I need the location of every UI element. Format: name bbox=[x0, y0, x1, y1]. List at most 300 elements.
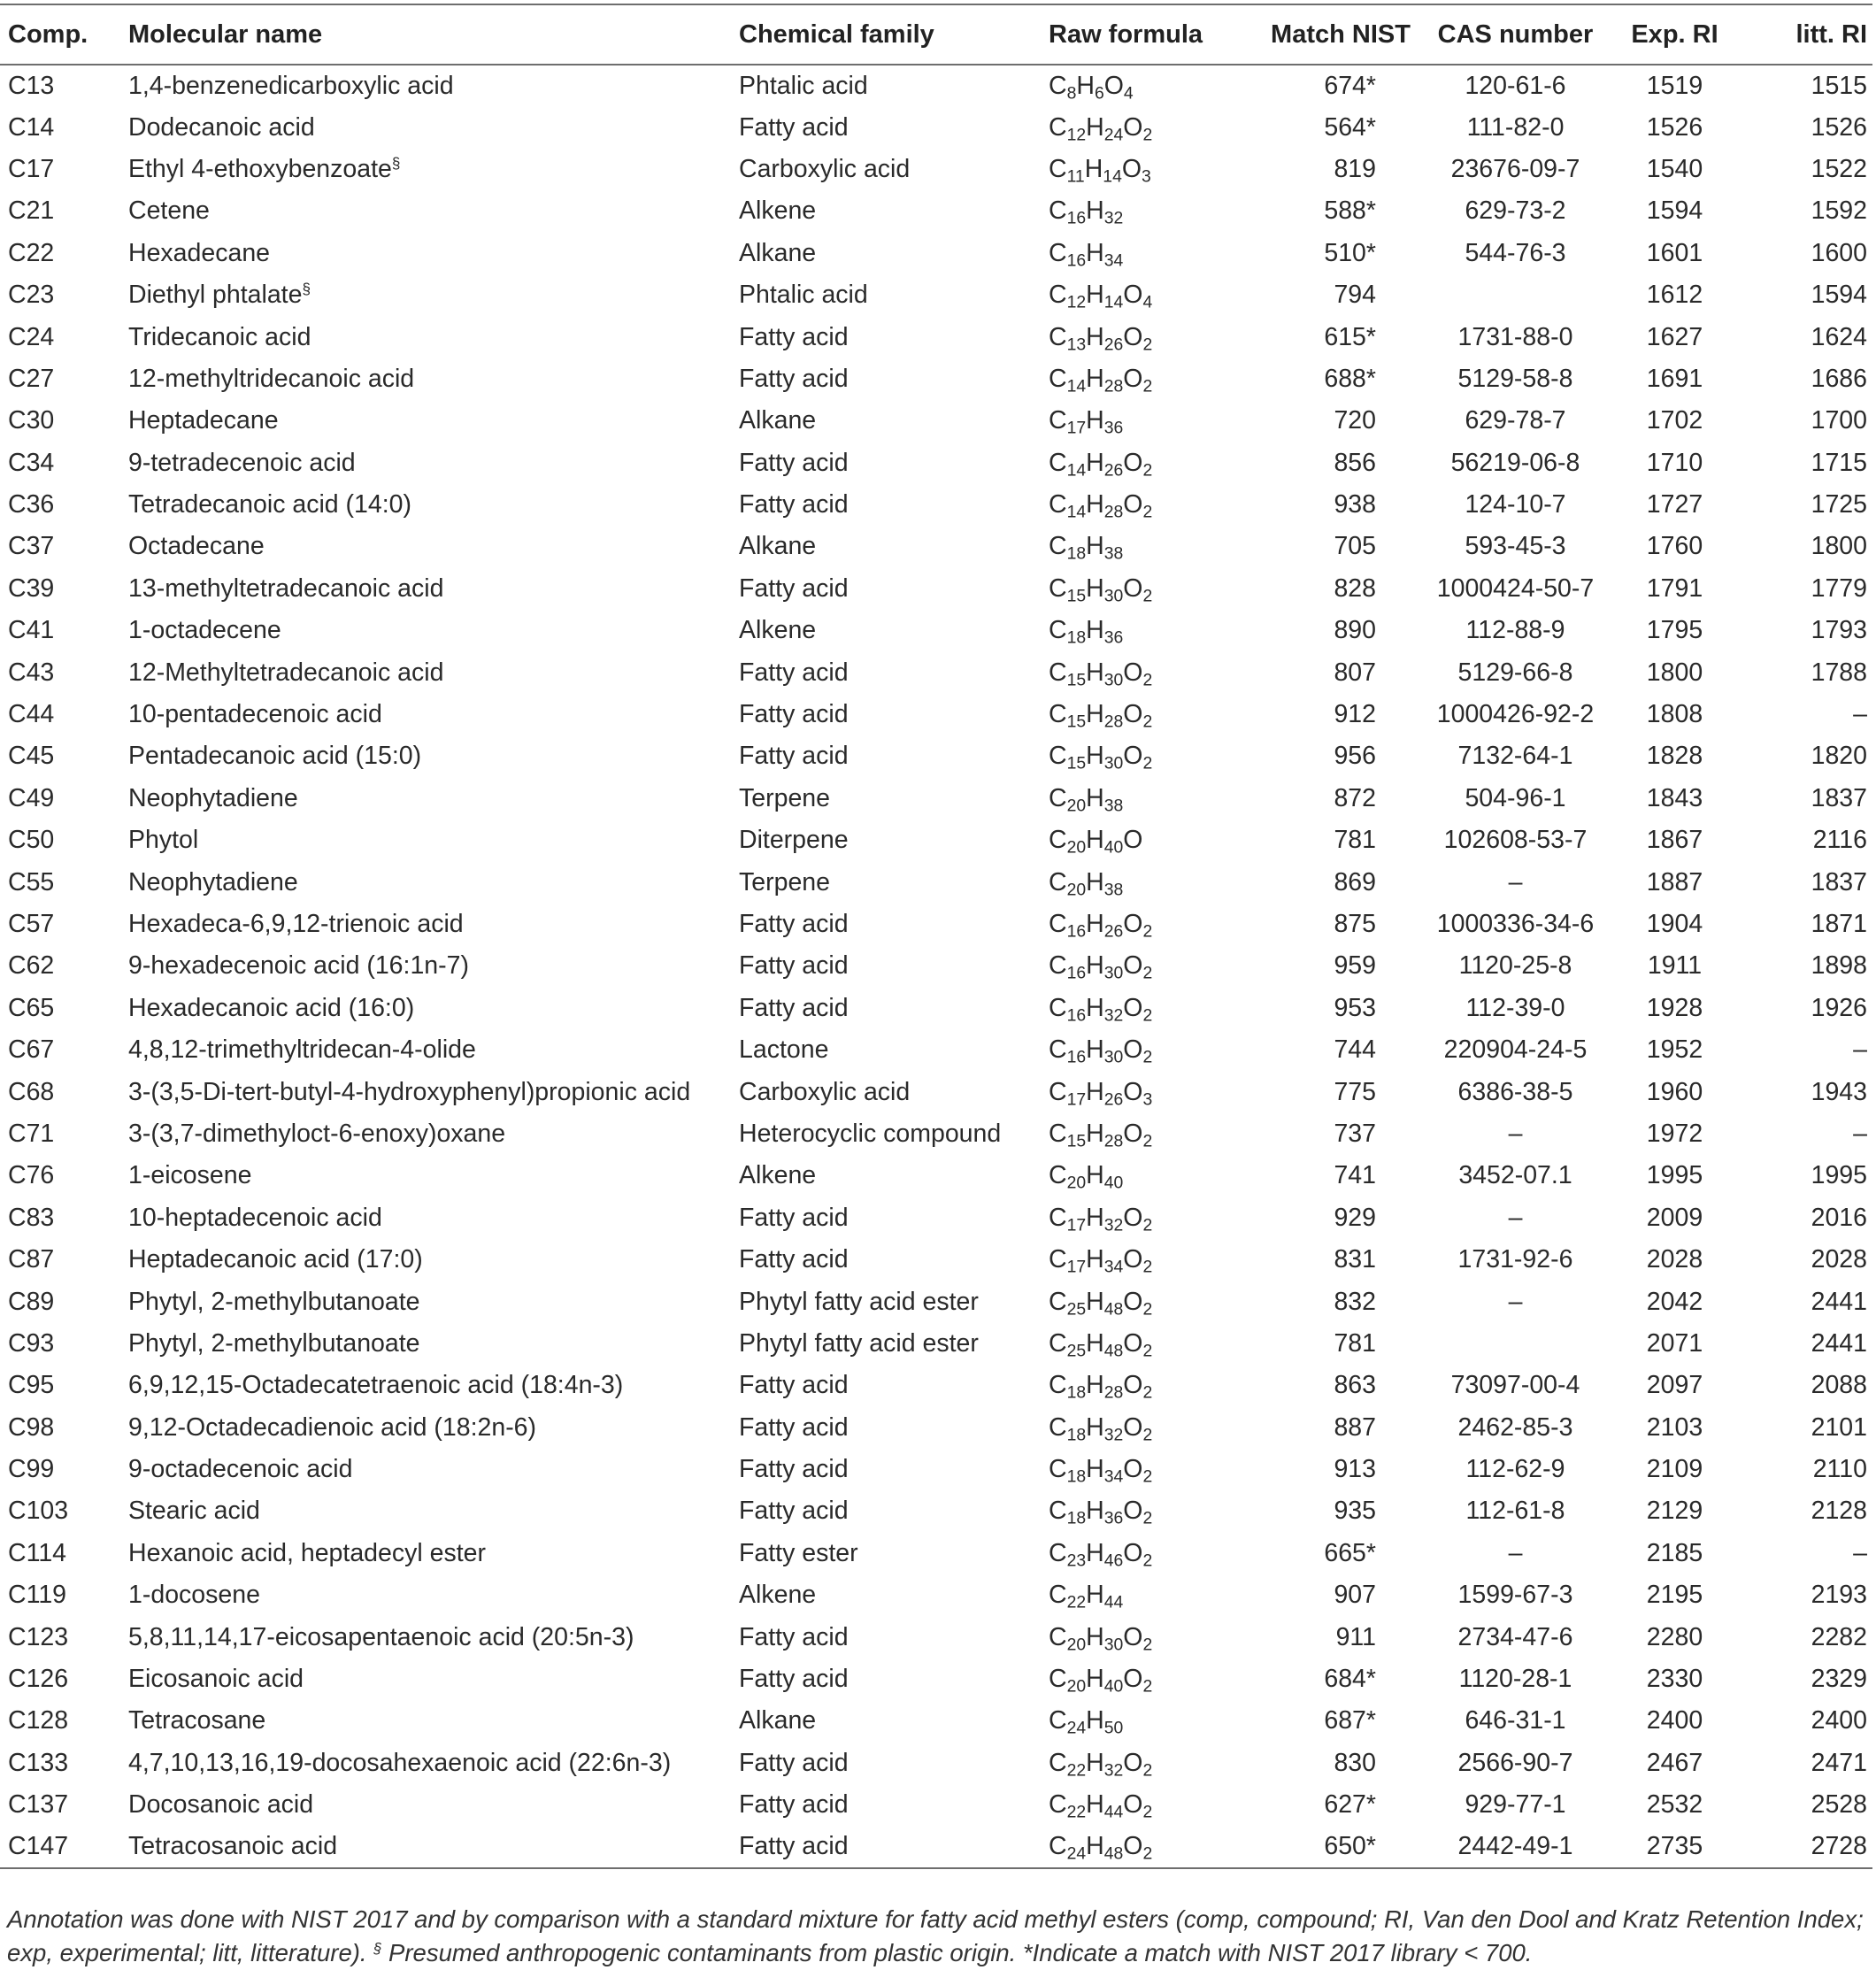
table-row bbox=[0, 610, 1872, 651]
cell-exp-ri: 1928 bbox=[1646, 993, 1703, 1022]
cell-molecular-name: Dodecanoic acid bbox=[128, 112, 315, 142]
cell-raw-formula: $C_{13}H_{26}O_2$ bbox=[1049, 322, 1153, 354]
cell-match-nist: 912 bbox=[1334, 700, 1376, 729]
cell-litt-ri: 1926 bbox=[1811, 993, 1867, 1022]
cell-chemical-family: Alkene bbox=[739, 196, 817, 226]
cell-molecular-name: 5,8,11,14,17-eicosapentaenoic acid (20:5n-3) bbox=[128, 1622, 634, 1651]
cell-cas-number: 629-73-2 bbox=[1465, 196, 1566, 226]
cell-chemical-family: Fatty acid bbox=[739, 1245, 849, 1274]
cell-litt-ri: 1526 bbox=[1811, 112, 1867, 142]
cell-comp: C55 bbox=[8, 867, 55, 897]
cell-molecular-name: 3-(3,5-Di-tert-butyl-4-hydroxyphenyl)propionic acid bbox=[128, 1077, 691, 1106]
cell-exp-ri: 2103 bbox=[1646, 1412, 1703, 1442]
cell-exp-ri: 1519 bbox=[1646, 71, 1703, 100]
cell-chemical-family: Fatty acid bbox=[739, 573, 849, 603]
name-footnote-mark: § bbox=[302, 281, 311, 298]
cell-comp: C43 bbox=[8, 658, 55, 687]
cell-exp-ri: 2097 bbox=[1646, 1371, 1703, 1400]
cell-raw-formula: $C_{17}H_{34}O_2$ bbox=[1049, 1245, 1153, 1277]
table-row bbox=[0, 1700, 1872, 1742]
cell-cas-number: – bbox=[1508, 1119, 1523, 1148]
cell-raw-formula: $C_{25}H_{48}O_2$ bbox=[1049, 1287, 1153, 1319]
table-row bbox=[0, 526, 1872, 567]
cell-comp: C45 bbox=[8, 742, 55, 771]
cell-litt-ri: 2282 bbox=[1811, 1622, 1867, 1651]
cell-cas-number: 56219-06-8 bbox=[1450, 448, 1580, 477]
cell-cas-number: 629-78-7 bbox=[1465, 406, 1566, 435]
cell-raw-formula: $C_{14}H_{26}O_2$ bbox=[1049, 448, 1153, 481]
cell-chemical-family: Fatty acid bbox=[739, 490, 849, 519]
table-row bbox=[0, 442, 1872, 484]
cell-comp: C36 bbox=[8, 490, 55, 519]
cell-comp: C21 bbox=[8, 196, 55, 226]
cell-raw-formula: $C_{20}H_{38}$ bbox=[1049, 783, 1124, 816]
cell-raw-formula: $C_{24}H_{48}O_2$ bbox=[1049, 1826, 1252, 1867]
cell-litt-ri: 1592 bbox=[1811, 196, 1867, 226]
cell-molecular-name: Tridecanoic acid bbox=[128, 322, 311, 351]
cell-exp-ri: 2129 bbox=[1646, 1497, 1703, 1526]
cell-litt-ri: 1943 bbox=[1811, 1077, 1867, 1106]
cell-comp: C133 bbox=[8, 1748, 69, 1777]
cell-cas-number: 1599-67-3 bbox=[1457, 1581, 1573, 1610]
cell-match-nist: 588* bbox=[1324, 196, 1376, 226]
cell-cas-number: 5129-66-8 bbox=[1457, 658, 1573, 687]
cell-chemical-family: Alkane bbox=[739, 238, 817, 267]
cell-molecular-name: Hexadecane bbox=[128, 238, 271, 267]
cell-exp-ri: 1867 bbox=[1646, 826, 1703, 855]
compound-table bbox=[0, 4, 1872, 1869]
table-row bbox=[0, 735, 1872, 777]
cell-match-nist: 890 bbox=[1334, 616, 1376, 645]
cell-raw-formula: $C_{14}H_{28}O_2$ bbox=[1049, 490, 1153, 522]
cell-raw-formula: $C_{12}H_{14}O_4$ bbox=[1049, 281, 1153, 312]
cell-cas-number: – bbox=[1508, 867, 1523, 897]
cell-match-nist: 615* bbox=[1324, 322, 1376, 351]
cell-comp: C89 bbox=[8, 1287, 55, 1316]
cell-litt-ri: – bbox=[1853, 700, 1867, 729]
cell-cas-number: 102608-53-7 bbox=[1443, 826, 1588, 855]
cell-exp-ri: 2028 bbox=[1646, 1245, 1703, 1274]
cell-match-nist: 831 bbox=[1334, 1245, 1376, 1274]
cell-comp: C50 bbox=[8, 826, 55, 855]
cell-raw-formula: $C_{20}H_{40}$ bbox=[1049, 1161, 1124, 1193]
name-footnote-mark: § bbox=[391, 155, 401, 173]
cell-molecular-name: 1,4-benzenedicarboxylic acid bbox=[128, 71, 454, 100]
cell-chemical-family: Alkane bbox=[739, 1706, 817, 1735]
cell-litt-ri: 1594 bbox=[1811, 281, 1867, 310]
cell-cas-number: 593-45-3 bbox=[1465, 532, 1566, 561]
table-row bbox=[0, 820, 1872, 861]
table-row bbox=[0, 988, 1872, 1029]
cell-chemical-family: Fatty acid bbox=[739, 448, 849, 477]
cell-exp-ri: 1887 bbox=[1646, 867, 1703, 897]
cell-raw-formula: $C_{16}H_{30}O_2$ bbox=[1049, 951, 1153, 983]
cell-exp-ri: 1594 bbox=[1646, 196, 1703, 226]
table-body bbox=[0, 65, 1872, 1868]
cell-cas-number: 2566-90-7 bbox=[1457, 1748, 1573, 1777]
table-row bbox=[0, 1407, 1872, 1449]
cell-raw-formula: $C_{15}H_{30}O_2$ bbox=[1049, 742, 1153, 773]
cell-exp-ri: 1952 bbox=[1646, 1035, 1703, 1065]
cell-cas-number: 646-31-1 bbox=[1465, 1706, 1566, 1735]
footnote-section-mark: § bbox=[373, 1940, 382, 1957]
cell-chemical-family: Fatty acid bbox=[739, 993, 849, 1022]
cell-cas-number: 111-82-0 bbox=[1466, 112, 1565, 142]
cell-raw-formula: $C_{22}H_{44}O_2$ bbox=[1049, 1790, 1153, 1822]
cell-litt-ri: 2441 bbox=[1811, 1328, 1867, 1358]
cell-molecular-name: Phytyl, 2-methylbutanoate bbox=[128, 1328, 420, 1358]
cell-comp: C23 bbox=[8, 281, 55, 310]
cell-raw-formula: $C_{23}H_{46}O_2$ bbox=[1049, 1538, 1153, 1571]
cell-comp: C65 bbox=[8, 993, 55, 1022]
cell-raw-formula: $C_{16}H_{30}O_2$ bbox=[1049, 1035, 1153, 1067]
table-row bbox=[0, 694, 1872, 735]
cell-raw-formula: $C_{24}H_{50}$ bbox=[1049, 1706, 1124, 1738]
cell-chemical-family: Alkene bbox=[739, 1161, 817, 1190]
table-row bbox=[0, 1490, 1872, 1532]
cell-molecular-name: Tetracosanoic acid bbox=[128, 1826, 739, 1867]
cell-cas-number: 929-77-1 bbox=[1465, 1790, 1566, 1820]
cell-cas-number: – bbox=[1508, 1287, 1523, 1316]
cell-cas-number: 1000336-34-6 bbox=[1436, 910, 1595, 938]
cell-cas-number: 1000424-50-7 bbox=[1436, 573, 1595, 603]
table-row bbox=[0, 861, 1872, 903]
header-exp-ri: Exp. RI bbox=[1602, 4, 1748, 65]
cell-litt-ri: 1700 bbox=[1811, 406, 1867, 435]
cell-molecular-name: 1-eicosene bbox=[128, 1161, 252, 1190]
cell-raw-formula: $C_{20}H_{40}O_2$ bbox=[1049, 1665, 1153, 1697]
cell-molecular-name: Hexanoic acid, heptadecyl ester bbox=[128, 1538, 486, 1567]
cell-litt-ri: 2528 bbox=[1811, 1790, 1867, 1820]
cell-cas-number: 220904-24-5 bbox=[1443, 1035, 1588, 1065]
cell-cas-number: 1731-88-0 bbox=[1457, 322, 1573, 351]
cell-chemical-family: Fatty acid bbox=[739, 364, 849, 393]
cell-exp-ri: 1526 bbox=[1646, 112, 1703, 142]
cell-raw-formula: $C_{16}H_{32}$ bbox=[1049, 196, 1124, 228]
cell-exp-ri: 2195 bbox=[1646, 1581, 1703, 1610]
cell-cas-number: 3452-07.1 bbox=[1458, 1161, 1572, 1190]
cell-molecular-name: Cetene bbox=[128, 196, 210, 226]
cell-raw-formula: $C_{20}H_{30}O_2$ bbox=[1049, 1622, 1153, 1655]
cell-raw-formula: $C_{16}H_{34}$ bbox=[1049, 238, 1124, 271]
cell-comp: C126 bbox=[8, 1665, 69, 1694]
cell-comp: C68 bbox=[8, 1077, 55, 1106]
cell-chemical-family: Fatty acid bbox=[739, 700, 849, 729]
cell-litt-ri: 2101 bbox=[1811, 1412, 1867, 1442]
cell-chemical-family: Terpene bbox=[739, 867, 830, 897]
cell-chemical-family: Alkene bbox=[739, 1581, 817, 1610]
cell-litt-ri: 1788 bbox=[1811, 658, 1867, 687]
cell-cas-number bbox=[1429, 1323, 1602, 1365]
cell-raw-formula: $C_{22}H_{32}O_2$ bbox=[1049, 1748, 1153, 1781]
cell-cas-number: 544-76-3 bbox=[1465, 238, 1566, 267]
cell-raw-formula: $C_{15}H_{28}O_2$ bbox=[1049, 700, 1153, 732]
cell-comp: C83 bbox=[8, 1203, 55, 1232]
cell-raw-formula: $C_{12}H_{24}O_2$ bbox=[1049, 112, 1153, 144]
cell-match-nist: 887 bbox=[1334, 1412, 1376, 1442]
table-row bbox=[0, 484, 1872, 526]
table-row bbox=[0, 358, 1872, 400]
cell-litt-ri: 1725 bbox=[1811, 490, 1867, 519]
table-row bbox=[0, 568, 1872, 610]
cell-match-nist: 959 bbox=[1334, 951, 1376, 981]
cell-chemical-family: Fatty acid bbox=[739, 1203, 849, 1232]
cell-litt-ri: 1779 bbox=[1811, 573, 1867, 603]
cell-raw-formula: $C_{18}H_{32}O_2$ bbox=[1049, 1412, 1153, 1445]
cell-molecular-name: 9,12-Octadecadienoic acid (18:2n-6) bbox=[128, 1412, 537, 1442]
cell-chemical-family: Fatty acid bbox=[739, 1622, 849, 1651]
cell-molecular-name: 6,9,12,15-Octadecatetraenoic acid (18:4n-3) bbox=[128, 1371, 624, 1400]
cell-comp: C22 bbox=[8, 238, 55, 267]
cell-comp: C37 bbox=[8, 532, 55, 561]
cell-raw-formula: $C_{15}H_{30}O_2$ bbox=[1049, 573, 1153, 606]
cell-chemical-family: Fatty acid bbox=[739, 910, 849, 938]
table-row bbox=[0, 778, 1872, 820]
cell-litt-ri: 1898 bbox=[1811, 951, 1867, 981]
cell-raw-formula: $C_{16}H_{26}O_2$ bbox=[1049, 910, 1153, 942]
cell-exp-ri: 1808 bbox=[1646, 700, 1703, 729]
cell-match-nist: 674* bbox=[1324, 71, 1376, 100]
cell-comp: C39 bbox=[8, 573, 55, 603]
cell-molecular-name: 3-(3,7-dimethyloct-6-enoxy)oxane bbox=[128, 1119, 506, 1148]
cell-exp-ri: 1691 bbox=[1646, 364, 1703, 393]
cell-raw-formula: $C_{18}H_{34}O_2$ bbox=[1049, 1455, 1153, 1487]
table-row bbox=[0, 1113, 1872, 1155]
table-row bbox=[0, 1616, 1872, 1658]
cell-chemical-family: Phytyl fatty acid ester bbox=[739, 1287, 979, 1316]
cell-molecular-name: Tetradecanoic acid (14:0) bbox=[128, 490, 412, 519]
header-litt-ri: litt. RI bbox=[1748, 4, 1872, 65]
cell-match-nist: 564* bbox=[1324, 112, 1376, 142]
cell-cas-number: 124-10-7 bbox=[1465, 490, 1566, 519]
table-row bbox=[0, 1533, 1872, 1574]
cell-comp: C27 bbox=[8, 364, 55, 393]
header-chemical-family: Chemical family bbox=[739, 4, 1049, 65]
cell-comp: C62 bbox=[8, 951, 55, 981]
cell-exp-ri: 1727 bbox=[1646, 490, 1703, 519]
cell-molecular-name: Docosanoic acid bbox=[128, 1790, 314, 1820]
table-row bbox=[0, 1826, 1872, 1867]
cell-match-nist: 627* bbox=[1324, 1790, 1376, 1820]
cell-chemical-family: Fatty acid bbox=[739, 1371, 849, 1400]
cell-raw-formula: $C_{20}H_{40}O$ bbox=[1049, 826, 1143, 858]
cell-raw-formula: $C_{17}H_{32}O_2$ bbox=[1049, 1203, 1153, 1235]
cell-match-nist: 781 bbox=[1334, 826, 1376, 855]
cell-molecular-name: Ethyl 4-ethoxybenzoate§ bbox=[128, 154, 401, 183]
table-row bbox=[0, 1239, 1872, 1281]
cell-comp: C87 bbox=[8, 1245, 55, 1274]
cell-match-nist: 688* bbox=[1324, 364, 1376, 393]
cell-molecular-name: 10-pentadecenoic acid bbox=[128, 700, 382, 729]
cell-molecular-name: Phytol bbox=[128, 826, 199, 855]
cell-match-nist: 869 bbox=[1334, 867, 1376, 897]
cell-exp-ri: 1627 bbox=[1646, 322, 1703, 351]
header-molecular-name: Molecular name bbox=[128, 4, 739, 65]
cell-chemical-family: Fatty ester bbox=[739, 1538, 858, 1567]
cell-litt-ri: 1995 bbox=[1811, 1161, 1867, 1190]
cell-molecular-name: Eicosanoic acid bbox=[128, 1665, 304, 1694]
cell-raw-formula: $C_{17}H_{36}$ bbox=[1049, 406, 1124, 438]
cell-molecular-name: 4,7,10,13,16,19-docosahexaenoic acid (22:6n-3) bbox=[128, 1748, 672, 1777]
table-row bbox=[0, 1365, 1872, 1406]
table-row bbox=[0, 904, 1872, 945]
footnote-text: Annotation was done with NIST 2017 and by comparison with a standard mixture for fatty acid methyl esters (comp, compound; RI, Van den Dool and Kratz Retention Index; exp, experimental; litt, litterature). bbox=[7, 1905, 1864, 1966]
cell-litt-ri: 1715 bbox=[1811, 448, 1867, 477]
cell-litt-ri: 2441 bbox=[1811, 1287, 1867, 1316]
cell-match-nist: 684* bbox=[1324, 1665, 1376, 1694]
cell-match-nist: 687* bbox=[1324, 1706, 1376, 1735]
cell-comp: C30 bbox=[8, 406, 55, 435]
cell-exp-ri: 2467 bbox=[1646, 1748, 1703, 1777]
table-row bbox=[0, 316, 1872, 358]
cell-match-nist: 650* bbox=[1252, 1826, 1429, 1867]
cell-molecular-name: 12-methyltridecanoic acid bbox=[128, 364, 415, 393]
cell-comp: C71 bbox=[8, 1119, 55, 1148]
header-match-nist: Match NIST bbox=[1252, 4, 1429, 65]
cell-match-nist: 828 bbox=[1334, 573, 1376, 603]
cell-exp-ri: 1904 bbox=[1646, 910, 1703, 938]
cell-cas-number: – bbox=[1508, 1203, 1523, 1232]
cell-cas-number: 7132-64-1 bbox=[1457, 742, 1573, 771]
cell-litt-ri: 2329 bbox=[1811, 1665, 1867, 1694]
cell-match-nist: 775 bbox=[1334, 1077, 1376, 1106]
cell-cas-number bbox=[1429, 274, 1602, 316]
cell-match-nist: 794 bbox=[1334, 281, 1376, 310]
cell-comp: C34 bbox=[8, 448, 55, 477]
cell-cas-number: – bbox=[1508, 1538, 1523, 1567]
cell-comp: C103 bbox=[8, 1497, 69, 1526]
cell-match-nist: 935 bbox=[1334, 1497, 1376, 1526]
cell-chemical-family: Fatty acid bbox=[739, 658, 849, 687]
cell-chemical-family: Fatty acid bbox=[739, 1748, 849, 1777]
cell-chemical-family: Fatty acid bbox=[739, 1497, 849, 1526]
cell-comp: C49 bbox=[8, 783, 55, 812]
cell-molecular-name: 9-octadecenoic acid bbox=[128, 1455, 353, 1484]
cell-litt-ri: 2028 bbox=[1811, 1245, 1867, 1274]
cell-chemical-family: Alkene bbox=[739, 616, 817, 645]
cell-litt-ri: 1871 bbox=[1811, 910, 1867, 938]
cell-litt-ri: – bbox=[1853, 1538, 1867, 1567]
cell-chemical-family: Heterocyclic compound bbox=[739, 1119, 1002, 1148]
cell-raw-formula: $C_{22}H_{44}$ bbox=[1049, 1581, 1124, 1612]
cell-litt-ri: 2728 bbox=[1748, 1826, 1872, 1867]
cell-litt-ri: 1522 bbox=[1811, 154, 1867, 183]
cell-litt-ri: 2016 bbox=[1811, 1203, 1867, 1232]
cell-exp-ri: 1795 bbox=[1646, 616, 1703, 645]
table-row bbox=[0, 1197, 1872, 1239]
cell-comp: C41 bbox=[8, 616, 55, 645]
cell-chemical-family: Carboxylic acid bbox=[739, 154, 911, 183]
cell-exp-ri: 2009 bbox=[1646, 1203, 1703, 1232]
cell-cas-number: 120-61-6 bbox=[1465, 71, 1566, 100]
cell-molecular-name: 1-octadecene bbox=[128, 616, 281, 645]
cell-molecular-name: 13-methyltetradecanoic acid bbox=[128, 573, 444, 603]
cell-molecular-name: Neophytadiene bbox=[128, 783, 298, 812]
table-row bbox=[0, 1449, 1872, 1490]
cell-exp-ri: 2280 bbox=[1646, 1622, 1703, 1651]
cell-raw-formula: $C_{20}H_{38}$ bbox=[1049, 867, 1124, 900]
cell-chemical-family: Fatty acid bbox=[739, 322, 849, 351]
cell-exp-ri: 1702 bbox=[1646, 406, 1703, 435]
cell-molecular-name: 10-heptadecenoic acid bbox=[128, 1203, 382, 1232]
cell-cas-number: 112-39-0 bbox=[1465, 993, 1565, 1022]
cell-raw-formula: $C_{15}H_{30}O_2$ bbox=[1049, 658, 1153, 690]
table-row bbox=[0, 945, 1872, 987]
cell-raw-formula: $C_{18}H_{36}O_2$ bbox=[1049, 1497, 1153, 1528]
footnote-text-2: Presumed anthropogenic contaminants from plastic origin. *Indicate a match with NIST 2017 library < 700. bbox=[381, 1939, 1533, 1966]
table-row bbox=[0, 1574, 1872, 1616]
cell-molecular-name: Phytyl, 2-methylbutanoate bbox=[128, 1287, 420, 1316]
cell-cas-number: 2734-47-6 bbox=[1457, 1622, 1573, 1651]
cell-molecular-name: 12-Methyltetradecanoic acid bbox=[128, 658, 444, 687]
table-header-row bbox=[0, 4, 1872, 65]
header-cas-number: CAS number bbox=[1429, 4, 1602, 65]
cell-molecular-name: Tetracosane bbox=[128, 1706, 266, 1735]
table-footnote bbox=[7, 1903, 1865, 1970]
cell-chemical-family: Lactone bbox=[739, 1035, 829, 1065]
table-row bbox=[0, 1071, 1872, 1112]
cell-match-nist: 741 bbox=[1334, 1161, 1376, 1190]
cell-chemical-family: Phtalic acid bbox=[739, 71, 868, 100]
cell-match-nist: 744 bbox=[1334, 1035, 1376, 1065]
table-row bbox=[0, 1658, 1872, 1700]
cell-match-nist: 856 bbox=[1334, 448, 1376, 477]
cell-comp: C95 bbox=[8, 1371, 55, 1400]
cell-litt-ri: 1820 bbox=[1811, 742, 1867, 771]
cell-molecular-name: Hexadecanoic acid (16:0) bbox=[128, 993, 415, 1022]
cell-exp-ri: 2532 bbox=[1646, 1790, 1703, 1820]
cell-exp-ri: 1843 bbox=[1646, 783, 1703, 812]
header-raw-formula: Raw formula bbox=[1049, 4, 1252, 65]
cell-litt-ri: 1793 bbox=[1811, 616, 1867, 645]
cell-raw-formula: $C_8H_6O_4$ bbox=[1049, 71, 1134, 104]
cell-chemical-family: Phtalic acid bbox=[739, 281, 868, 310]
cell-raw-formula: $C_{18}H_{36}$ bbox=[1049, 616, 1124, 648]
cell-litt-ri: 1600 bbox=[1811, 238, 1867, 267]
cell-comp: C76 bbox=[8, 1161, 55, 1190]
cell-comp: C123 bbox=[8, 1622, 69, 1651]
cell-exp-ri: 2330 bbox=[1646, 1665, 1703, 1694]
cell-exp-ri: 1612 bbox=[1646, 281, 1703, 310]
cell-match-nist: 781 bbox=[1334, 1328, 1376, 1358]
cell-litt-ri: – bbox=[1853, 1035, 1867, 1065]
cell-match-nist: 872 bbox=[1334, 783, 1376, 812]
cell-litt-ri: 2400 bbox=[1811, 1706, 1867, 1735]
table-row bbox=[0, 1323, 1872, 1365]
cell-chemical-family: Fatty acid bbox=[739, 1790, 849, 1820]
cell-comp: C57 bbox=[8, 910, 55, 938]
cell-molecular-name: Octadecane bbox=[128, 532, 265, 561]
cell-litt-ri: 2088 bbox=[1811, 1371, 1867, 1400]
cell-cas-number: 1120-28-1 bbox=[1458, 1665, 1572, 1694]
cell-molecular-name: Heptadecane bbox=[128, 406, 279, 435]
cell-raw-formula: $C_{18}H_{28}O_2$ bbox=[1049, 1371, 1153, 1403]
cell-match-nist: 938 bbox=[1334, 490, 1376, 519]
cell-match-nist: 705 bbox=[1334, 532, 1376, 561]
cell-exp-ri: 1710 bbox=[1646, 448, 1703, 477]
table-row bbox=[0, 1743, 1872, 1784]
cell-molecular-name: 9-tetradecenoic acid bbox=[128, 448, 356, 477]
cell-litt-ri: 1837 bbox=[1811, 783, 1867, 812]
cell-cas-number: 23676-09-7 bbox=[1450, 154, 1580, 183]
cell-match-nist: 875 bbox=[1334, 910, 1376, 938]
table-row bbox=[0, 1281, 1872, 1322]
cell-comp: C114 bbox=[8, 1538, 67, 1567]
cell-match-nist: 863 bbox=[1334, 1371, 1376, 1400]
cell-molecular-name: Heptadecanoic acid (17:0) bbox=[128, 1245, 423, 1274]
cell-comp: C98 bbox=[8, 1412, 55, 1442]
cell-litt-ri: 1686 bbox=[1811, 364, 1867, 393]
